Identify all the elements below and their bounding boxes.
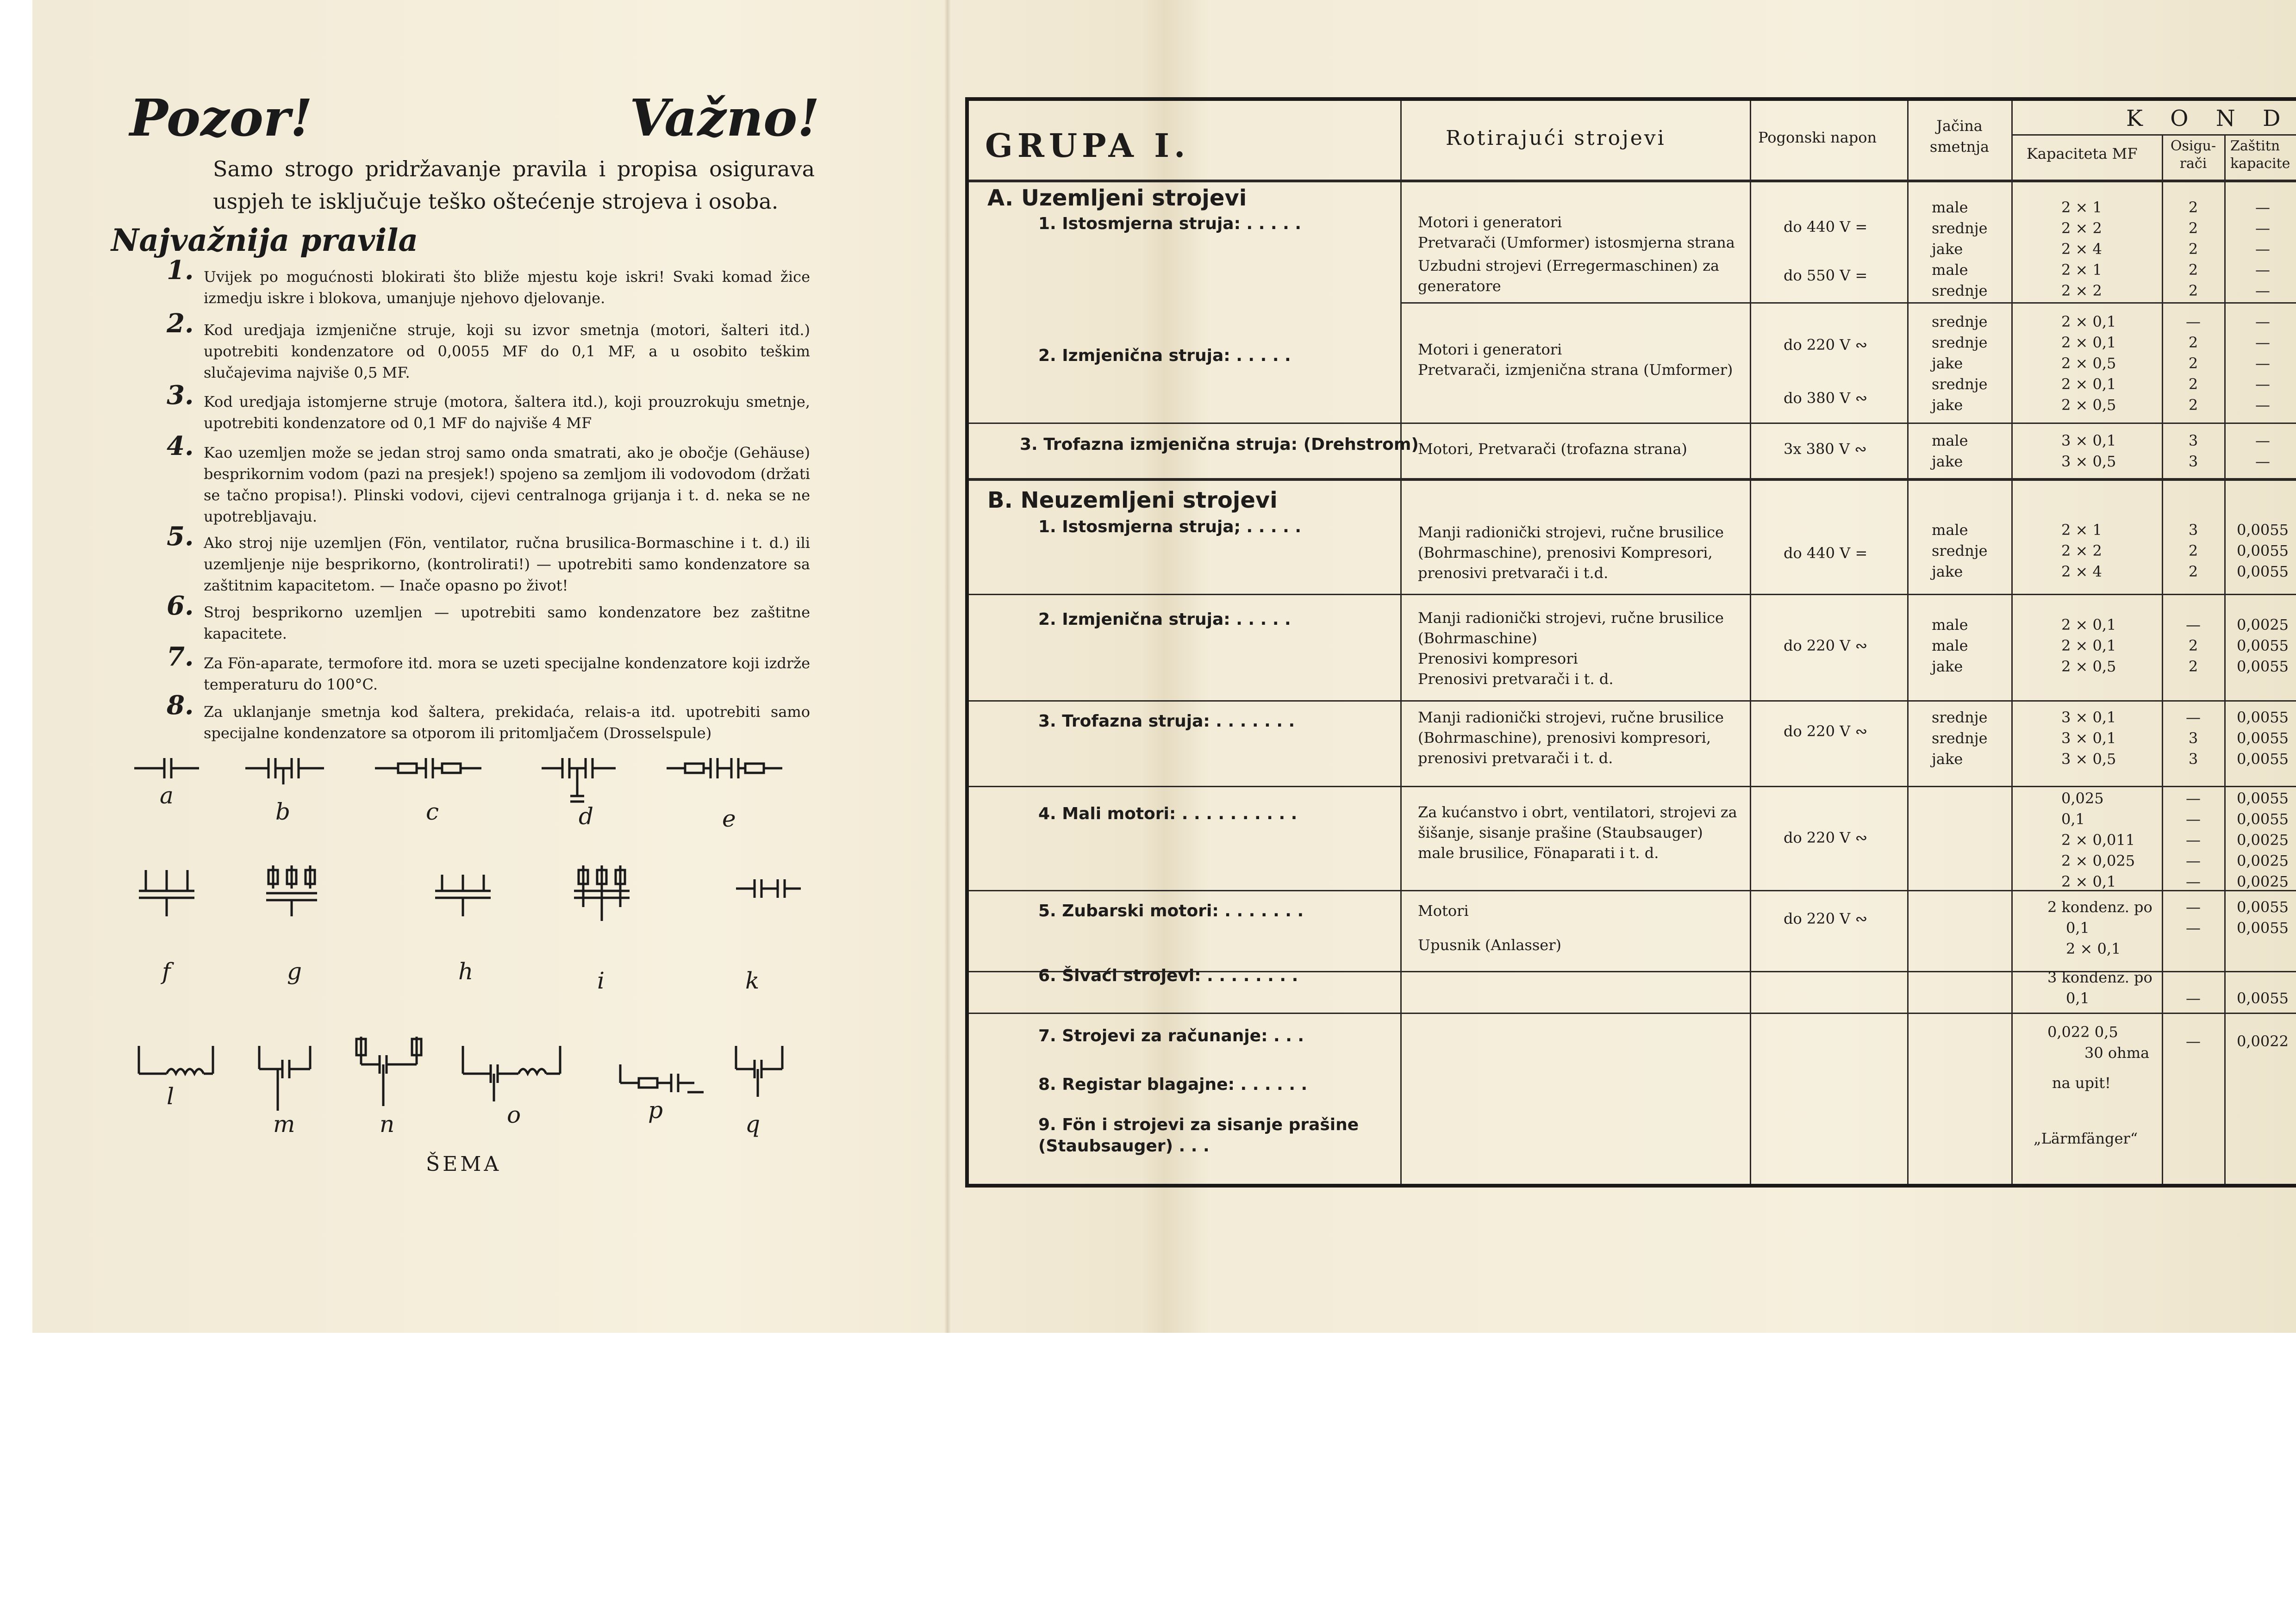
rule-text: Stroj besprikorno uzemljen — upotrebiti samo kondenzatore bez zaštitne kapacitete.	[204, 603, 810, 642]
rule-text: Kao uzemljen može se jedan stroj samo onda smatrati, ako je obočje (Gehäuse) besprikornim vodom (pazi na presjek!) spojeno sa zemljom ili vodovodom (držati se tačno propisa!). Plinski vodovi, cijevi centralnoga grijanja i t. d. neka se ne upotrebljavaju.	[204, 444, 810, 525]
rule-4	[167, 431, 810, 527]
header-fuses-2: rači	[2179, 155, 2207, 172]
diagram-label: q	[745, 1111, 761, 1138]
capacity-list: 2 kondenz. po 0,1 2 × 0,1	[2047, 898, 2152, 958]
protect-list: — —	[2255, 432, 2270, 470]
protect-value: 0,0055	[2237, 989, 2289, 1007]
schematic-o	[463, 1046, 560, 1101]
row-description: Manji radionički strojevi, ručne brusilice (Bohrmaschine), prenosivi Kompresori, prenosivi pretvarači i t.d.	[1418, 523, 1724, 582]
vazno-heading: Važno!	[630, 88, 820, 148]
strength-list: srednje srednje jake	[1932, 709, 1988, 768]
header-strength-2: smetnja	[1929, 138, 1990, 155]
voltage-value: do 220 V ∾	[1784, 829, 1868, 846]
capacity-list: 2 × 1 2 × 2 2 × 4 2 × 1 2 × 2	[2061, 199, 2102, 299]
capacity-list: 2 × 0,1 2 × 0,1 2 × 0,5	[2061, 616, 2116, 675]
diagram-label: g	[287, 958, 302, 985]
column-divider	[1907, 101, 1909, 1184]
row-description: Manji radionički strojevi, ručne brusilice (Bohrmaschine), prenosivi kompresori, prenosivi pretvarači i t. d.	[1418, 709, 1724, 767]
capacity-list: 0,022 0,5 30 ohma	[2047, 1023, 2150, 1062]
section-a-title: A. Uzemljeni strojevi	[987, 185, 1247, 211]
rule-number: 4.	[167, 431, 194, 461]
header-fuses-1: Osigu-	[2170, 138, 2216, 154]
diagram-label: c	[426, 798, 439, 825]
row-label: 2. Izmjenična struja: . . . . .	[1038, 610, 1291, 629]
section-b-title: B. Neuzemljeni strojevi	[987, 487, 1278, 513]
rule-text: Za uklanjanje smetnja kod šaltera, prekidaća, relais-a itd. upotrebiti samo specijalne kondenzatore sa otporom ili pritomljačem (Drosselspule)	[204, 703, 810, 742]
schematic-f	[139, 870, 194, 916]
rule-6	[167, 591, 810, 644]
capacitor-schematics	[130, 750, 852, 1166]
diagram-label: b	[275, 798, 291, 825]
row-divider	[969, 594, 2296, 595]
row-label: 9. Fön i strojevi za sisanje prašine (Staubsauger) . . .	[1038, 1115, 1359, 1156]
column-divider	[1400, 101, 1402, 1184]
row-divider	[2011, 134, 2296, 136]
diagram-label: k	[745, 967, 760, 994]
capacity-value: na upit!	[2052, 1074, 2111, 1092]
fuse-list: — 2 2	[2186, 616, 2201, 675]
rules-heading: Najvažnija pravila	[111, 222, 418, 258]
capacity-list: 0,025 0,1 2 × 0,011 2 × 0,025 2 × 0,1	[2061, 790, 2135, 890]
fuse-list: — —	[2186, 898, 2201, 937]
schematic-e	[667, 758, 782, 778]
header-kond: K O N D	[2126, 106, 2291, 131]
capacity-list: 3 × 0,1 3 × 0,5	[2061, 432, 2116, 470]
protect-value: 0,0022	[2237, 1032, 2289, 1050]
schematic-d	[542, 758, 616, 802]
capacity-list: 3 kondenz. po 0,1	[2047, 969, 2152, 1007]
diagram-label: l	[167, 1083, 174, 1110]
diagram-label: n	[380, 1111, 395, 1138]
capacity-list: 2 × 0,1 2 × 0,1 2 × 0,5 2 × 0,1 2 × 0,5	[2061, 313, 2116, 414]
header-protect-2: kapacite	[2230, 155, 2290, 172]
strength-list: male jake	[1932, 432, 1968, 470]
pozor-heading: Pozor!	[130, 88, 313, 148]
row-label: 8. Registar blagajne: . . . . . .	[1038, 1075, 1308, 1094]
rule-text: Kod uredjaja izmjenične struje, koji su izvor smetnja (motori, šalteri itd.) upotrebiti kondenzatore od 0,0055 MF do 0,1 MF, a u osobito teškim slučajevima najviše 0,5 MF.	[204, 321, 810, 381]
diagram-label: o	[507, 1101, 521, 1128]
row-divider	[969, 180, 2296, 182]
schematic-m	[259, 1046, 310, 1111]
schematic-c	[375, 758, 481, 778]
diagram-label: f	[162, 958, 171, 985]
schematic-k	[736, 879, 801, 898]
row-divider	[969, 1013, 2296, 1014]
fuse-list: 2 2 2 2 2	[2188, 199, 2198, 299]
protect-list: 0,0055 0,0055	[2237, 898, 2289, 937]
header-capacity: Kapaciteta MF	[2027, 145, 2138, 162]
fuse-list: 3 3	[2188, 432, 2198, 470]
voltage-value: do 440 V =	[1784, 544, 1868, 562]
fuse-list: — 3 3	[2186, 709, 2201, 768]
rule-number: 1.	[167, 255, 194, 286]
row-description: Motori i generatori Pretvarači, izmjenična strana (Umformer)	[1418, 341, 1733, 379]
voltage-value: do 440 V =	[1784, 218, 1868, 236]
schematic-h	[435, 875, 491, 916]
fuse-value: —	[2186, 1032, 2201, 1050]
strength-list: srednje srednje jake srednje jake	[1932, 313, 1988, 414]
rule-number: 2.	[167, 308, 194, 339]
fuse-value: —	[2186, 989, 2201, 1007]
rule-1	[167, 255, 810, 309]
capacity-list: 2 × 1 2 × 2 2 × 4	[2061, 521, 2102, 580]
group-title: GRUPA I.	[985, 126, 1190, 165]
row-description: Motori i generatori Pretvarači (Umformer) istosmjerna strana Uzbudni strojevi (Erregermaschinen) za generatore	[1418, 213, 1735, 295]
capacity-list: 3 × 0,1 3 × 0,1 3 × 0,5	[2061, 709, 2116, 768]
row-description: Za kućanstvo i obrt, ventilatori, strojevi za šišanje, sisanje prašine (Staubsauger) male brusilice, Fönaparati i t. d.	[1418, 803, 1737, 862]
row-divider	[969, 423, 2296, 424]
capacity-value: „Lärmfänger“	[2034, 1130, 2138, 1147]
rule-text: Za Fön-aparate, termofore itd. mora se uzeti specijalne kondenzatore koji izdrže temperaturu do 100°C.	[204, 654, 810, 693]
protect-list: — — — — —	[2255, 199, 2270, 299]
diagram-label: a	[160, 782, 174, 809]
rule-number: 5.	[167, 521, 194, 552]
column-divider	[2011, 101, 2013, 1184]
row-label: 3. Trofazna izmjenična struja: (Drehstrom)	[1020, 435, 1419, 454]
row-label: 2. Izmjenična struja: . . . . .	[1038, 346, 1291, 365]
page-fold	[944, 0, 951, 1333]
row-label: 1. Istosmjerna struja: . . . . .	[1038, 214, 1302, 233]
rule-3	[167, 380, 810, 434]
voltage-value: 3x 380 V ∾	[1784, 440, 1867, 458]
intro-text: Samo strogo pridržavanje pravila i propisa osigurava uspjeh te isključuje teško oštećenje strojeva i osoba.	[213, 156, 815, 214]
fuse-list: — 2 2 2 2	[2186, 313, 2201, 414]
row-divider	[1400, 302, 2296, 304]
capacitor-table	[965, 97, 2296, 1188]
diagram-label: h	[458, 958, 474, 985]
column-divider	[1750, 101, 1751, 1184]
fuse-list: — — — — —	[2186, 790, 2201, 890]
row-label: 1. Istosmjerna struja; . . . . .	[1038, 517, 1302, 536]
header-machines: Rotirajući strojevi	[1446, 126, 1666, 150]
rule-number: 8.	[167, 690, 194, 721]
voltage-value: do 380 V ∾	[1784, 389, 1868, 407]
row-description: Motori Upusnik (Anlasser)	[1418, 902, 1561, 954]
rule-8	[167, 690, 810, 744]
header-voltage: Pogonski napon	[1758, 129, 1877, 146]
schematic-a	[134, 758, 199, 778]
voltage-value: do 550 V =	[1784, 267, 1868, 284]
diagram-label: e	[722, 805, 736, 832]
schematic-i	[574, 865, 630, 921]
diagram-label: d	[579, 803, 594, 830]
row-label: 6. Šivaći strojevi: . . . . . . . .	[1038, 966, 1298, 985]
sema-caption: ŠEMA	[426, 1152, 502, 1176]
rule-text: Uvijek po mogućnosti blokirati što bliže mjestu koje iskri! Svaki komad žice izmedju iskre i blokova, umanjuje njehovo djelovanje.	[204, 268, 810, 307]
protect-list: 0,0055 0,0055 0,0025 0,0025 0,0025	[2237, 790, 2289, 890]
rule-number: 7.	[167, 641, 194, 672]
voltage-value: do 220 V ∾	[1784, 910, 1868, 927]
row-label: 4. Mali motori: . . . . . . . . . .	[1038, 804, 1298, 823]
diagram-label: i	[597, 967, 605, 994]
voltage-value: do 220 V ∾	[1784, 336, 1868, 354]
row-divider	[969, 786, 2296, 787]
rule-7	[167, 641, 810, 695]
rule-text: Kod uredjaja istomjerne struje (motora, šaltera itd.), koji prouzrokuju smetnje, upotrebiti kondenzatore od 0,1 MF do najviše 4 MF	[204, 393, 810, 432]
row-label: 3. Trofazna struja: . . . . . . .	[1038, 712, 1295, 731]
row-divider	[969, 478, 2296, 481]
header-strength-1: Jačina	[1936, 117, 1983, 135]
schematic-l	[139, 1046, 213, 1074]
schematic-n	[356, 1037, 421, 1106]
rule-number: 3.	[167, 380, 194, 410]
row-description: Motori, Pretvarači (trofazna strana)	[1418, 440, 1687, 458]
rule-2	[167, 308, 810, 383]
voltage-value: do 220 V ∾	[1784, 722, 1868, 740]
protect-list: 0,0055 0,0055 0,0055	[2237, 521, 2289, 580]
rule-text: Ako stroj nije uzemljen (Fön, ventilator, ručna brusilica-Bormaschine i t. d.) ili uzemljenje nije besprikorno, (kontrolirati!) — upotrebiti samo kondenzatore sa zaštitnim kapacitetom. — Inače opasno po život!	[204, 534, 810, 594]
row-label: 5. Zubarski motori: . . . . . . .	[1038, 902, 1304, 920]
rule-5	[167, 521, 810, 596]
protect-list: 0,0025 0,0055 0,0055	[2237, 616, 2289, 675]
diagram-label: m	[273, 1111, 295, 1138]
strength-list: male male jake	[1932, 616, 1968, 675]
schematic-g	[266, 865, 317, 916]
schematic-p	[620, 1064, 704, 1092]
protect-list: 0,0055 0,0055 0,0055	[2237, 709, 2289, 768]
diagram-label: p	[648, 1097, 663, 1124]
voltage-value: do 220 V ∾	[1784, 637, 1868, 654]
row-label: 7. Strojevi za računanje: . . .	[1038, 1026, 1304, 1045]
row-divider	[969, 700, 2296, 702]
schematic-b	[245, 758, 324, 784]
strength-list: male srednje jake	[1932, 521, 1988, 580]
schematic-q	[736, 1046, 782, 1097]
fuse-list: 3 2 2	[2188, 521, 2198, 580]
strength-list: male srednje jake male srednje	[1932, 199, 1988, 299]
rule-number: 6.	[167, 591, 194, 621]
row-description: Manji radionički strojevi, ručne brusilice (Bohrmaschine) Prenosivi kompresori Prenosivi pretvarači i t. d.	[1418, 609, 1724, 688]
header-protect-1: Zaštitn	[2230, 138, 2280, 154]
protect-list: — — — — —	[2255, 313, 2270, 414]
